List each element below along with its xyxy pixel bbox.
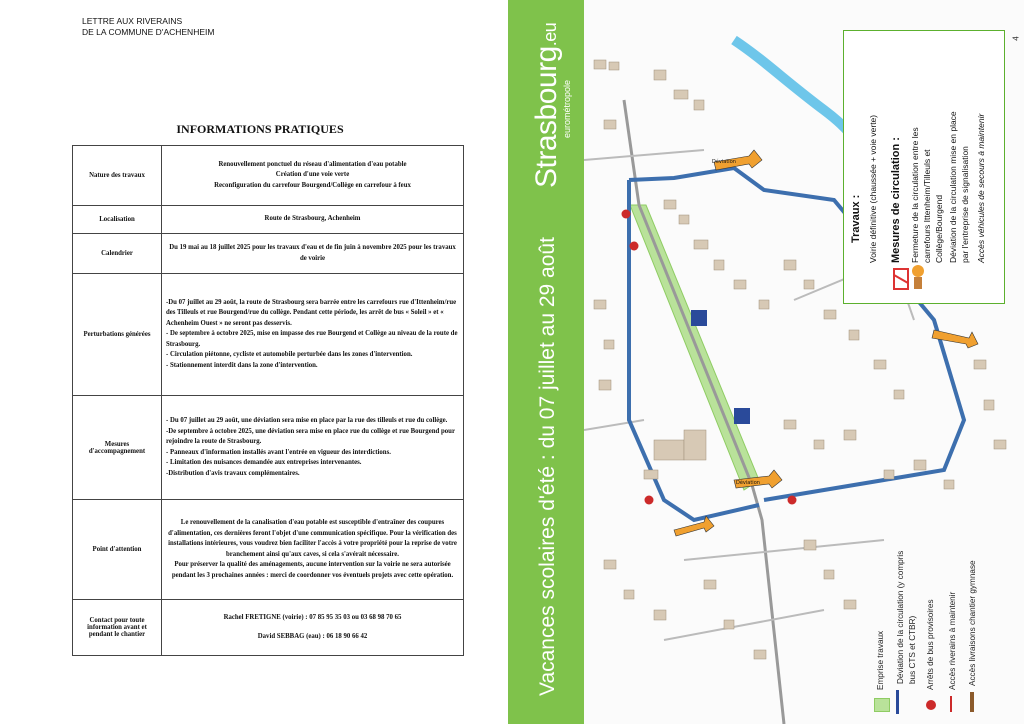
travaux-box	[843, 30, 1005, 304]
mesure-3: - Panneaux d'information installés avant l'entrée en vigueur des interdictions.	[166, 448, 391, 456]
perturbation-2: - De septembre à octobre 2025, mise en impasse des rue Bourgend et Collège au niveau de la route de Strasbourg.	[166, 330, 458, 348]
table-row	[73, 396, 464, 500]
legend-deviation-a: Déviation de la circulation (y compris	[896, 550, 905, 684]
row-value	[162, 274, 464, 396]
deviation-label: Déviation	[736, 480, 760, 486]
letter-header	[82, 16, 214, 38]
eurometropole-label: eurométropole	[562, 79, 572, 138]
circulation-1a: Fermeture de la circulation entre les	[910, 127, 920, 263]
row-label: Calendrier	[73, 234, 162, 274]
row-value: Route de Strasbourg, Achenheim	[162, 206, 464, 234]
legend-riverains: Accès riverains à maintenir	[948, 591, 957, 690]
header-line-1: LETTRE AUX RIVERAINS	[82, 16, 183, 26]
row-value: Du 19 mai au 18 juillet 2025 pour les travaux d'eau et de fin juin à novembre 2025 pour les travaux de voirie	[162, 234, 464, 274]
green-band	[508, 0, 584, 724]
perturbation-4: - Stationnement interdit dans la zone d'intervention.	[166, 361, 318, 369]
worksite-icon	[892, 261, 928, 291]
deviation-arrow-icon	[896, 690, 899, 714]
row-label: Nature des travaux	[73, 146, 162, 206]
secours-note: Accès véhicules de secours à maintenir	[976, 113, 986, 263]
table-row	[73, 500, 464, 600]
legend-livraisons: Accès livraisons chantier gymnase	[968, 560, 977, 686]
row-value	[162, 396, 464, 500]
bus-stop-marker	[788, 496, 797, 505]
page-number: 4	[1011, 36, 1021, 41]
table-row	[73, 600, 464, 656]
table-row	[73, 234, 464, 274]
mesure-4: - Limitation des nuisances demandée aux entreprises intervenantes.	[166, 459, 362, 466]
nature-line-3: Reconfiguration du carrefour Bourgend/Collège en carrefour à feux	[214, 181, 411, 189]
info-table	[72, 145, 464, 656]
bus-stop-icon	[926, 700, 936, 710]
emprise-swatch	[874, 698, 890, 712]
bus-stop-marker	[622, 210, 631, 219]
row-value	[162, 500, 464, 600]
deviation-label: Déviation	[712, 159, 736, 165]
circulation-1c: Collège/Bourgend	[934, 194, 944, 263]
row-label: Contact pour toute information avant et pendant le chantier	[73, 600, 162, 656]
travaux-item-1: Voirie définitive (chaussée + voie verte)	[868, 114, 878, 263]
mesure-2: -De septembre à octobre 2025, une déviation sera mise en place rue du collège et rue Bourgend pour rejoindre la route de Strasbourg.	[166, 427, 455, 445]
nature-line-2: Création d'une voie verte	[275, 171, 350, 179]
riverains-arrow-icon	[950, 696, 952, 712]
impasse-sign	[734, 408, 750, 424]
circulation-title: Mesures de circulation :	[890, 137, 902, 263]
legend-deviation-b: bus CTS et CTBR)	[908, 615, 917, 684]
attention-2: Pour préserver la qualité des aménagements, aucune intervention sur la voirie ne sera autorisée pendant les 3 prochaines années : merci de coordonner vos éventuels projets avec cette opération.	[171, 561, 454, 579]
circulation-1b: carrefours Ittenheim/Tilleuls et	[922, 149, 932, 263]
bus-stop-marker	[630, 242, 639, 251]
header-line-2: DE LA COMMUNE D'ACHENHEIM	[82, 27, 215, 37]
summer-banner: Vacances scolaires d'été : du 07 juillet au 29 août	[536, 237, 559, 696]
legend-emprise: Emprise travaux	[876, 630, 885, 690]
info-title: INFORMATIONS PRATIQUES	[176, 122, 344, 136]
table-row	[73, 206, 464, 234]
row-label: Localisation	[73, 206, 162, 234]
perturbation-3: - Circulation piétonne, cycliste et automobile perturbée dans les zones d'intervention.	[166, 351, 413, 359]
perturbation-1: -Du 07 juillet au 29 août, la route de Strasbourg sera barrée entre les carrefours rue d'Ittenheim/rue des Tilleuls et rue Bourgend/rue du collège. Pendant cette période, les arrêt de bus « Soleil » et « Achenheim Ouest » ne seront pas desservis.	[166, 298, 457, 327]
bus-stop-marker	[645, 496, 654, 505]
impasse-sign	[691, 310, 707, 326]
circulation-2b: par l'entreprise de signalisation	[960, 146, 970, 263]
deviation-arrow	[932, 330, 978, 348]
row-value	[162, 146, 464, 206]
mesure-1: - Du 07 juillet au 29 août, une déviation sera mise en place par la rue des tilleuls et rue du collège.	[166, 417, 448, 424]
travaux-title: Travaux :	[850, 194, 862, 243]
table-row	[73, 274, 464, 396]
row-label: Mesures d'accompagnement	[73, 396, 162, 500]
strasbourg-logo: Strasbourg.eu	[530, 22, 563, 188]
row-label: Point d'attention	[73, 500, 162, 600]
map-legend	[866, 520, 1016, 715]
livraisons-arrow-icon	[970, 692, 974, 712]
nature-line-1: Renouvellement ponctuel du réseau d'alimentation d'eau potable	[218, 160, 407, 168]
route-strasbourg	[624, 100, 784, 724]
circulation-2a: Déviation de la circulation mise en place	[948, 111, 958, 263]
contact-1: Rachel FRETIGNE (voirie) : 07 85 95 35 03 ou 03 68 98 70 65	[223, 614, 402, 621]
row-value	[162, 600, 464, 656]
row-label: Perturbations générées	[73, 274, 162, 396]
legend-arrets: Arrêts de bus provisoires	[926, 599, 935, 690]
contact-2: David SEBBAG (eau) : 06 18 90 66 42	[257, 632, 368, 640]
attention-1: Le renouvellement de la canalisation d'eau potable est susceptible d'entraîner des coupures d'alimentation, ces dernières feront l'objet d'une communication spécifique. Pour la vérification des installations intérieures, vous voudrez bien faciliter l'accès à votre propriété pour la reprise de votre branchement ainsi qu'aux caves, si cela s'avérait nécessaire.	[168, 519, 457, 558]
mesure-5: -Distribution d'avis travaux complémentaires.	[166, 469, 300, 477]
table-row	[73, 146, 464, 206]
letter-page	[0, 0, 508, 724]
